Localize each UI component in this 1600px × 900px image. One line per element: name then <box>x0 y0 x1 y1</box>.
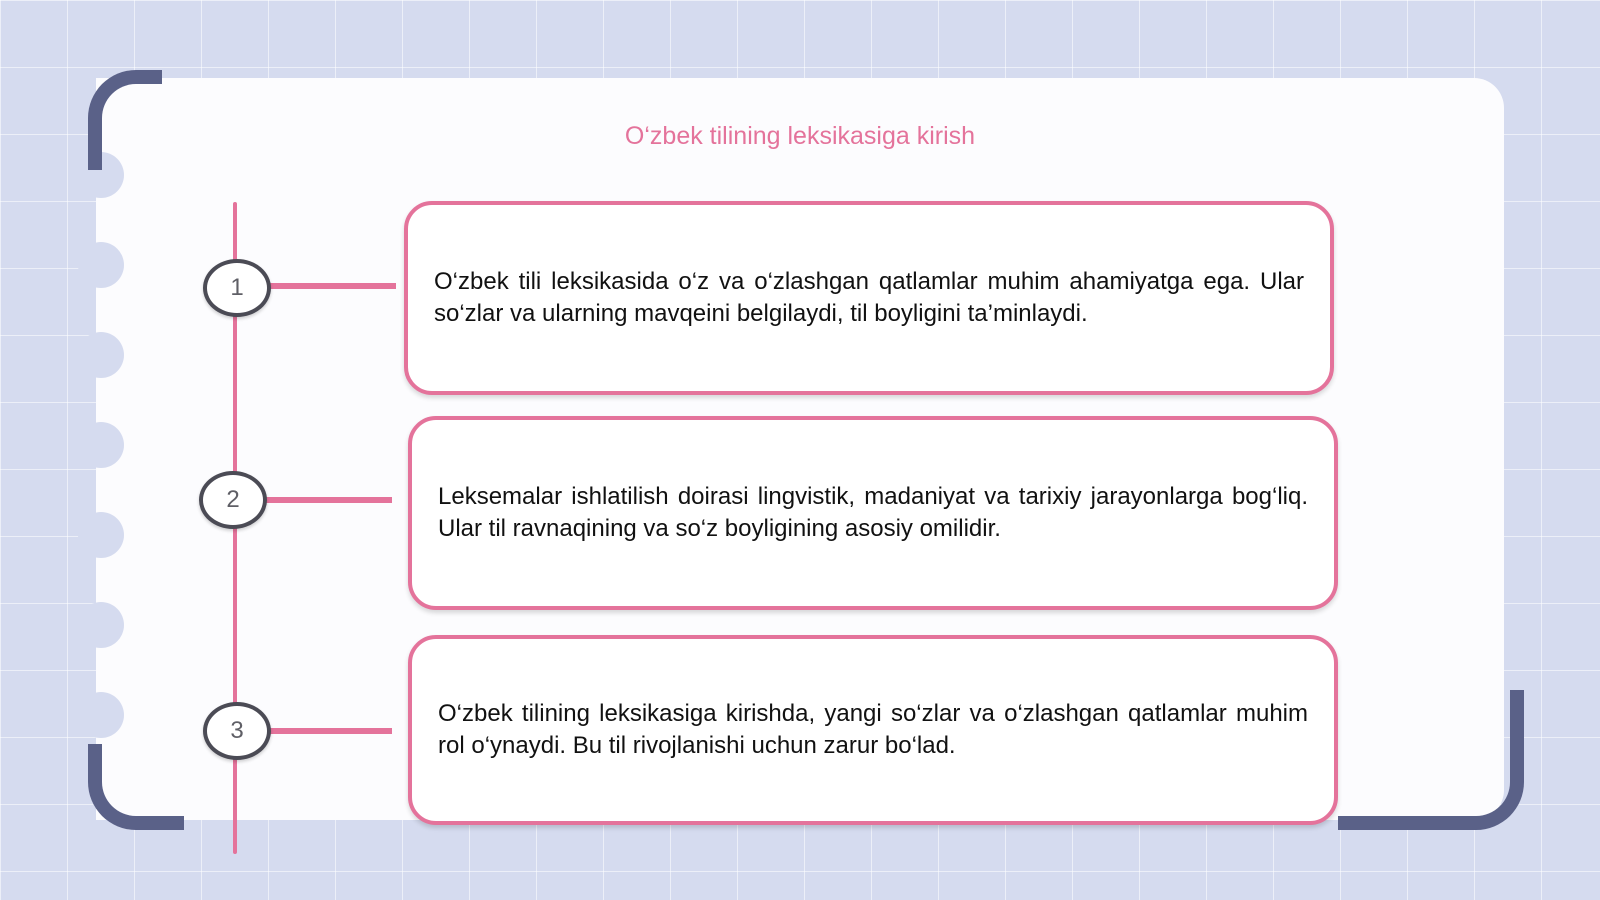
slide-title: O‘zbek tilining leksikasiga kirish <box>624 122 976 150</box>
step-number-2: 2 <box>199 471 267 529</box>
step-number-3: 3 <box>203 702 271 760</box>
step-box-3 <box>408 635 1338 825</box>
step-box-1 <box>404 201 1334 395</box>
step-text-2: Leksemalar ishlatilish doirasi lingvistik, madaniyat va tarixiy jarayonlarga bog‘liq. Ular til ravnaqining va so‘z boyligining asosiy omilidir. <box>438 483 1308 542</box>
step-connector-2 <box>262 497 392 503</box>
step-text-1: O‘zbek tili leksikasida o‘z va o‘zlashgan qatlamlar muhim ahamiyatga ega. Ular so‘zlar va ularning mavqeini belgilaydi, til boyligini ta’minlaydi. <box>434 268 1304 327</box>
binder-notch <box>78 512 124 558</box>
step-connector-3 <box>266 728 392 734</box>
binder-notch <box>78 332 124 378</box>
step-number-1: 1 <box>203 259 271 317</box>
step-text-3: O‘zbek tilining leksikasiga kirishda, yangi so‘zlar va o‘zlashgan qatlamlar muhim rol o‘ynaydi. Bu til rivojlanishi uchun zarur bo‘lad. <box>438 700 1308 759</box>
binder-notch <box>78 422 124 468</box>
step-box-2 <box>408 416 1338 610</box>
binder-notch <box>78 692 124 738</box>
corner-bracket-bottom-left <box>88 744 184 830</box>
binder-notch <box>78 602 124 648</box>
step-connector-1 <box>266 283 396 289</box>
corner-bracket-bottom-right <box>1338 690 1524 830</box>
binder-notch <box>78 242 124 288</box>
